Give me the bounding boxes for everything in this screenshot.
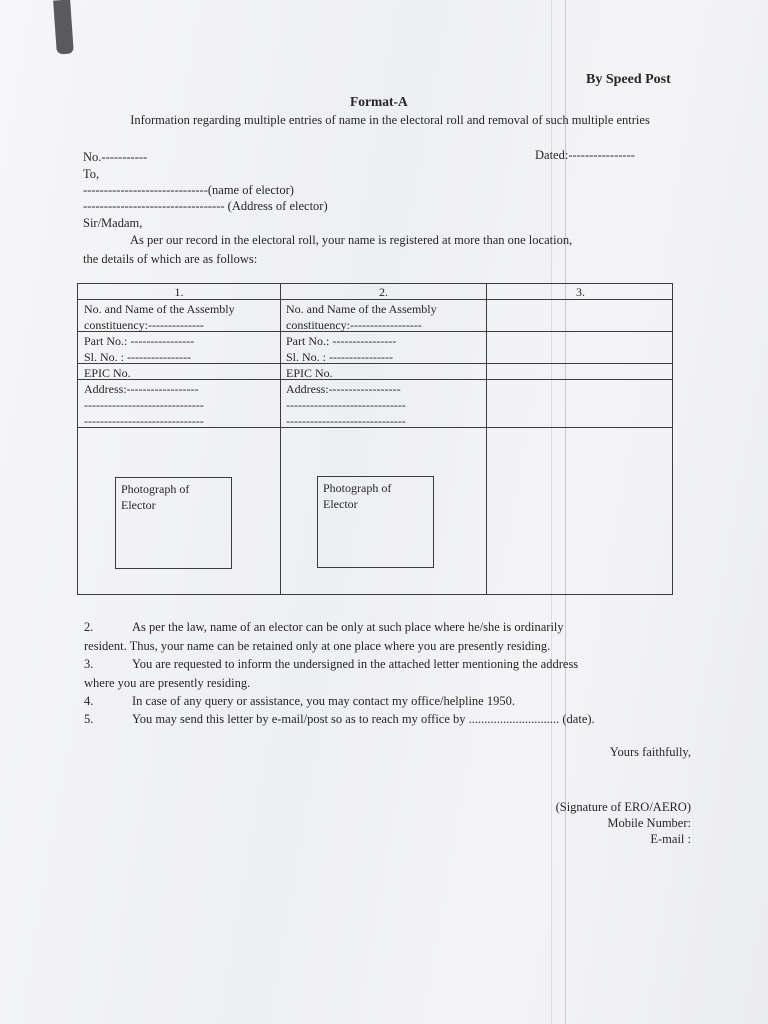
point-3 — [84, 655, 692, 693]
addressee-to: To, — [83, 167, 100, 181]
intro-text: As per our record in the electoral roll, your name is registered at more than one location, — [130, 233, 573, 247]
col1-address: Address:------------------ — [84, 382, 199, 396]
point-number: 3. — [84, 657, 94, 671]
point-text: As per the law, name of an elector can be only at such place where he/she is ordinarily — [132, 620, 564, 634]
table-header-col-1: 1. — [174, 285, 184, 299]
elector-name-line: ------------------------------(name of elector) — [83, 183, 294, 197]
staple-mark — [53, 0, 74, 55]
col1-part-no: Part No.: ---------------- — [84, 334, 195, 348]
salutation: Sir/Madam, — [83, 216, 143, 230]
intro-text-continued: the details of which are as follows: — [83, 252, 258, 266]
col1-address-line: ------------------------------ — [84, 398, 204, 412]
table-header-col-3: 3. — [576, 285, 585, 299]
point-text: In case of any query or assistance, you may contact my office/helpline 1950. — [132, 694, 515, 708]
form-title: Format-A — [350, 94, 408, 109]
col1-constituency: constituency:-------------- — [84, 318, 204, 332]
mobile-number-label: Mobile Number: — [607, 816, 691, 830]
col2-serial-no: Sl. No. : ---------------- — [286, 350, 393, 364]
letter-number: No.----------- — [83, 150, 148, 164]
point-text-continued: resident. Thus, your name can be retained only at one place where you are presently residing. — [84, 639, 551, 653]
col2-address: Address:------------------ — [286, 382, 401, 396]
point-text-continued: where you are presently residing. — [84, 676, 251, 690]
point-number: 4. — [84, 694, 94, 708]
col1-address-line: ------------------------------ — [84, 414, 204, 428]
col2-address-line: ------------------------------ — [286, 398, 406, 412]
elector-address-line: ---------------------------------- (Address of elector) — [83, 199, 328, 213]
col1-epic-no: EPIC No. — [84, 366, 131, 380]
signature-line: (Signature of ERO/AERO) — [555, 800, 691, 814]
point-text: You are requested to inform the undersigned in the attached letter mentioning the address — [132, 657, 579, 671]
entries-table — [77, 283, 673, 595]
table-header-col-2: 2. — [379, 285, 388, 299]
col2-epic-no: EPIC No. — [286, 366, 333, 380]
col2-photo-box: Photograph of Elector — [317, 476, 434, 568]
point-number: 2. — [84, 620, 94, 634]
col2-constituency: constituency:------------------ — [286, 318, 422, 332]
col2-assembly-label: No. and Name of the Assembly — [286, 302, 437, 316]
form-subject: Information regarding multiple entries of name in the electoral roll and removal of such multiple entries — [130, 113, 650, 127]
col1-assembly-label: No. and Name of the Assembly — [84, 302, 235, 316]
letter-date: Dated:---------------- — [535, 148, 635, 162]
table-divider — [78, 379, 672, 380]
email-label: E-mail : — [650, 832, 691, 846]
point-2 — [84, 618, 692, 656]
point-5 — [84, 710, 692, 729]
col1-photo-box: Photograph of Elector — [115, 477, 232, 569]
col2-address-line: ------------------------------ — [286, 414, 406, 428]
point-number: 5. — [84, 712, 94, 726]
col1-serial-no: Sl. No. : ---------------- — [84, 350, 191, 364]
dispatch-mode: By Speed Post — [586, 72, 671, 87]
closing-yours-faithfully: Yours faithfully, — [609, 745, 691, 759]
point-4 — [84, 692, 692, 711]
col2-part-no: Part No.: ---------------- — [286, 334, 397, 348]
point-text: You may send this letter by e-mail/post so as to reach my office by ............................. (date). — [132, 712, 595, 726]
